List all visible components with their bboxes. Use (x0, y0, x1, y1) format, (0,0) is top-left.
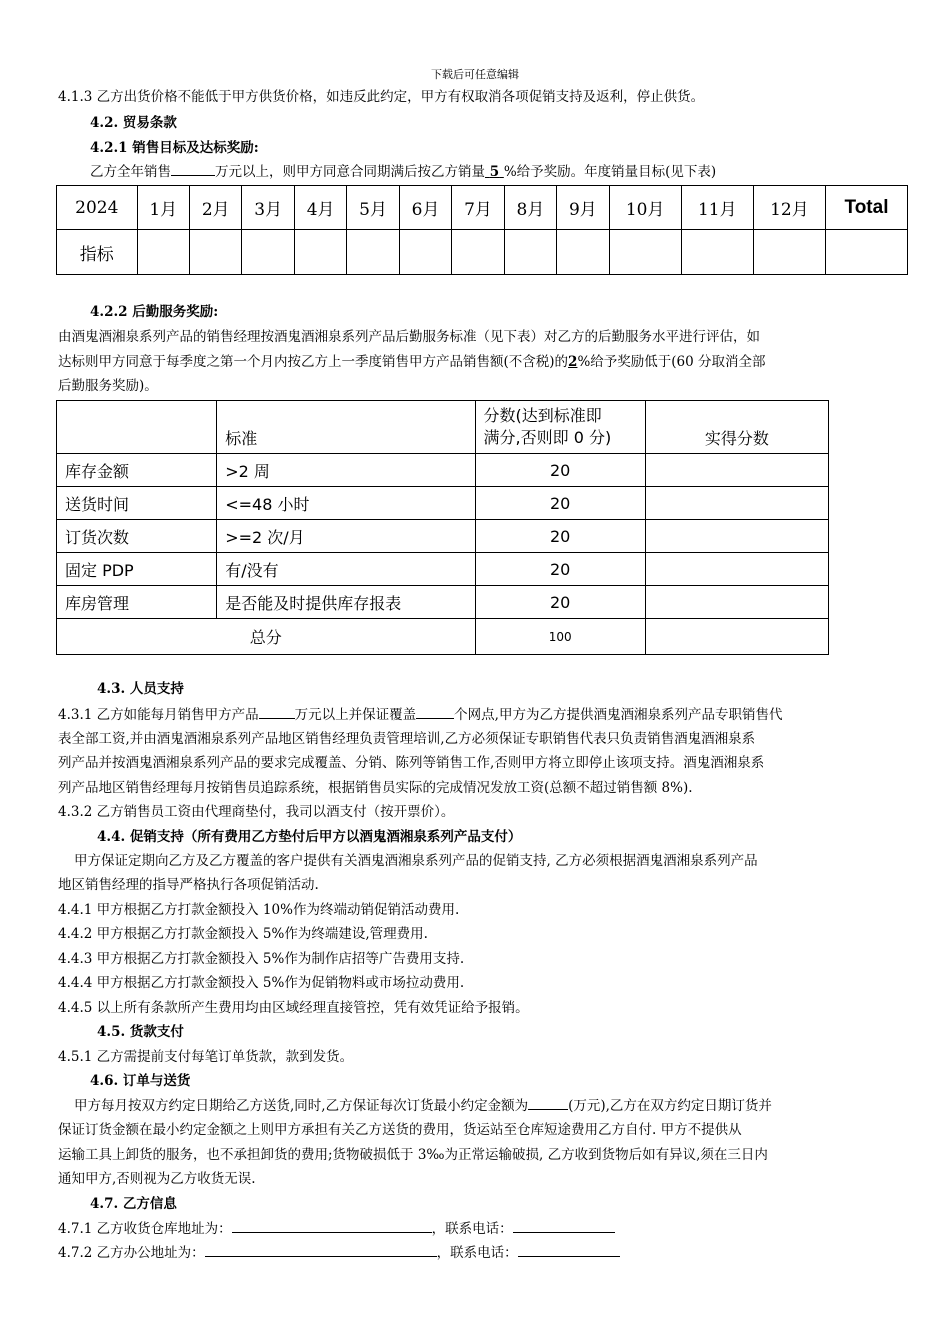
actual-score-cell (645, 553, 828, 586)
service-standard-table (56, 400, 829, 655)
heading-4-2-2: 4.2.2 后勤服务奖励: (90, 304, 219, 320)
header-standard-cell: 标准 (217, 401, 475, 454)
month-cell: 12月 (753, 186, 825, 230)
heading-4-2-1: 4.2.1 销售目标及达标奖励: (90, 140, 259, 156)
month-cell: 6月 (399, 186, 451, 230)
header-score-cell (475, 401, 645, 454)
target-cell (399, 230, 451, 275)
month-cell: 7月 (452, 186, 504, 230)
clause-4-3-1-text-b: 万元以上并保证覆盖 (294, 707, 417, 723)
clause-4-6-text-a: 甲方每月按双方约定日期给乙方送货,同时,乙方保证每次订货最小约定金额为 (74, 1098, 529, 1114)
item-cell: 订货次数 (57, 520, 217, 553)
warehouse-phone-field[interactable] (513, 1220, 615, 1233)
warehouse-address-field[interactable] (232, 1220, 432, 1233)
heading-4-3: 4.3. 人员支持 (97, 681, 184, 697)
clause-4-6-line4: 通知甲方,否则视为乙方收货无误. (58, 1171, 256, 1187)
heading-4-6: 4.6. 订单与送货 (90, 1073, 191, 1089)
clause-4-6-line3: 运输工具上卸货的服务，也不承担卸货的费用;货物破损低于 3‰为正常运输破损, 乙方收到货物后如有异议,须在三日内 (58, 1147, 768, 1163)
clause-4-4-line1: 甲方保证定期向乙方及乙方覆盖的客户提供有关酒鬼酒湘泉系列产品的促销支持, 乙方必须根据酒鬼酒湘泉系列产品 (74, 853, 758, 869)
clause-4-2-2-line2 (58, 353, 766, 371)
item-cell: 库房管理 (57, 586, 217, 619)
clause-4-7-1-text-a: 4.7.1 乙方收货仓库地址为： (58, 1221, 232, 1237)
month-cell: 11月 (681, 186, 753, 230)
item-cell: 送货时间 (57, 487, 217, 520)
standard-cell: 是否能及时提供库存报表 (217, 586, 475, 619)
table-row (57, 619, 829, 655)
office-address-field[interactable] (205, 1244, 437, 1257)
month-cell: 8月 (504, 186, 556, 230)
header-actual-cell: 实得分数 (645, 401, 828, 454)
clause-4-7-1 (58, 1220, 615, 1238)
standard-cell: >=2 次/月 (217, 520, 475, 553)
score-cell: 20 (475, 487, 645, 520)
header-score-line2: 满分,否则即 0 分) (483, 428, 612, 447)
heading-4-7: 4.7. 乙方信息 (90, 1196, 177, 1212)
clause-4-5-1: 4.5.1 乙方需提前支付每笔订单货款，款到发货。 (58, 1049, 354, 1065)
score-cell: 20 (475, 553, 645, 586)
standard-cell: 有/没有 (217, 553, 475, 586)
target-cell (504, 230, 556, 275)
clause-4-3-1-line2: 表全部工资,并由酒鬼酒湘泉系列产品地区销售经理负责管理培训,乙方必须保证专职销售代表只负责销售酒鬼酒湘泉系 (58, 731, 756, 747)
target-cell (294, 230, 346, 275)
blank-monthly-sales (259, 706, 295, 719)
target-cell (609, 230, 681, 275)
table-row (57, 520, 829, 553)
total-label-cell: 总分 (57, 619, 476, 655)
clause-4-7-2 (58, 1244, 620, 1262)
actual-score-cell (645, 520, 828, 553)
blank-min-order (528, 1097, 568, 1110)
clause-4-1-3: 4.1.3 乙方出货价格不能低于甲方供货价格，如违反此约定，甲方有权取消各项促销支持及返利，停止供货。 (58, 89, 705, 105)
clause-4-2-2-text-b: %给予奖励低于(60 分取消全部 (577, 354, 766, 370)
target-cell (826, 230, 908, 275)
clause-4-7-2-text-a: 4.7.2 乙方办公地址为： (58, 1245, 205, 1261)
clause-4-3-1-line3: 列产品并按酒鬼酒湘泉系列产品的要求完成覆盖、分销、陈列等销售工作,否则甲方将立即停止该项支持。酒鬼酒湘泉系 (58, 755, 765, 771)
heading-4-2: 4.2. 贸易条款 (90, 115, 177, 131)
table-row (57, 454, 829, 487)
heading-4-4: 4.4. 促销支持（所有费用乙方垫付后甲方以酒鬼酒湘泉系列产品支付） (97, 829, 522, 845)
target-cell (137, 230, 189, 275)
clause-4-4-3: 4.4.3 甲方根据乙方打款金额投入 5%作为制作店招等广告费用支持. (58, 951, 465, 967)
service-reward-percent: 2 (568, 354, 578, 370)
month-cell: 10月 (609, 186, 681, 230)
clause-4-3-1-line4: 列产品地区销售经理每月按销售员追踪系统，根据销售员实际的完成情况发放工资(总额不超过销售额 8%). (58, 780, 693, 796)
score-cell: 20 (475, 454, 645, 487)
table-row (57, 401, 829, 454)
header-item-cell (57, 401, 217, 454)
month-cell: 4月 (294, 186, 346, 230)
clause-4-2-2-line3: 后勤服务奖励)。 (58, 378, 158, 394)
actual-score-cell (645, 454, 828, 487)
header-score-line1: 分数(达到标准即 (483, 406, 602, 425)
clause-4-3-2: 4.3.2 乙方销售员工资由代理商垫付，我司以酒支付（按开票价）。 (58, 804, 455, 820)
clause-4-4-2: 4.4.2 甲方根据乙方打款金额投入 5%作为终端建设,管理费用. (58, 926, 428, 942)
total-actual-cell (645, 619, 828, 655)
standard-cell: <=48 小时 (217, 487, 475, 520)
total-header-cell: Total (826, 186, 908, 230)
clause-4-4-4: 4.4.4 甲方根据乙方打款金额投入 5%作为促销物料或市场拉动费用. (58, 975, 465, 991)
year-cell: 2024 (57, 186, 138, 230)
target-label-cell: 指标 (57, 230, 138, 275)
office-phone-field[interactable] (518, 1244, 620, 1257)
score-cell: 20 (475, 520, 645, 553)
clause-4-4-5: 4.4.5 以上所有条款所产生费用均由区域经理直接管控，凭有效凭证给予报销。 (58, 1000, 529, 1016)
month-cell: 3月 (242, 186, 294, 230)
sales-target-table (56, 185, 908, 275)
clause-4-2-1 (90, 163, 716, 181)
actual-score-cell (645, 586, 828, 619)
target-cell (452, 230, 504, 275)
target-cell (753, 230, 825, 275)
month-cell: 1月 (137, 186, 189, 230)
table-row (57, 553, 829, 586)
clause-4-3-1-line1 (58, 706, 782, 724)
item-cell: 固定 PDP (57, 553, 217, 586)
score-cell: 20 (475, 586, 645, 619)
standard-cell: >2 周 (217, 454, 475, 487)
heading-4-5: 4.5. 货款支付 (97, 1024, 184, 1040)
total-score-cell: 100 (475, 619, 645, 655)
target-cell (557, 230, 609, 275)
target-cell (190, 230, 242, 275)
clause-4-4-line2: 地区销售经理的指导严格执行各项促销活动. (58, 877, 319, 893)
target-cell (242, 230, 294, 275)
target-cell (347, 230, 399, 275)
table-row (57, 586, 829, 619)
month-cell: 9月 (557, 186, 609, 230)
clause-4-3-1-text-a: 4.3.1 乙方如能每月销售甲方产品 (58, 707, 259, 723)
table-row (57, 186, 908, 230)
clause-4-2-1-text-b: 万元以上，则甲方同意合同期满后按乙方销量 (215, 164, 485, 180)
clause-4-7-1-text-b: ，联系电话： (431, 1221, 513, 1237)
actual-score-cell (645, 487, 828, 520)
clause-4-7-2-text-b: ，联系电话： (436, 1245, 518, 1261)
clause-4-6-text-b: (万元),乙方在双方约定日期订货并 (568, 1098, 772, 1114)
clause-4-2-2-line1: 由酒鬼酒湘泉系列产品的销售经理按酒鬼酒湘泉系列产品后勤服务标准（见下表）对乙方的后勤服务水平进行评估，如 (58, 329, 760, 345)
clause-4-6-line2: 保证订货金额在最小约定金额之上则甲方承担有关乙方送货的费用，货运站至仓库短途费用乙方自付. 甲方不提供从 (58, 1122, 742, 1138)
blank-annual-sales (171, 163, 215, 176)
page-header: 下载后可任意编辑 (431, 68, 519, 81)
clause-4-3-1-text-c: 个网点,甲方为乙方提供酒鬼酒湘泉系列产品专职销售代 (454, 707, 783, 723)
table-row (57, 230, 908, 275)
clause-4-2-2-text-a: 达标则甲方同意于每季度之第一个月内按乙方上一季度销售甲方产品销售额(不含税)的 (58, 354, 569, 370)
clause-4-4-1: 4.4.1 甲方根据乙方打款金额投入 10%作为终端动销促销活动费用. (58, 902, 460, 918)
clause-4-6-line1 (74, 1097, 772, 1115)
blank-outlet-count (416, 706, 454, 719)
target-cell (681, 230, 753, 275)
clause-4-2-1-text-a: 乙方全年销售 (90, 164, 171, 180)
month-cell: 5月 (347, 186, 399, 230)
table-row (57, 487, 829, 520)
clause-4-2-1-text-c: %给予奖励。年度销量目标(见下表) (503, 164, 717, 180)
item-cell: 库存金额 (57, 454, 217, 487)
reward-percent: 5 (489, 164, 500, 180)
month-cell: 2月 (190, 186, 242, 230)
